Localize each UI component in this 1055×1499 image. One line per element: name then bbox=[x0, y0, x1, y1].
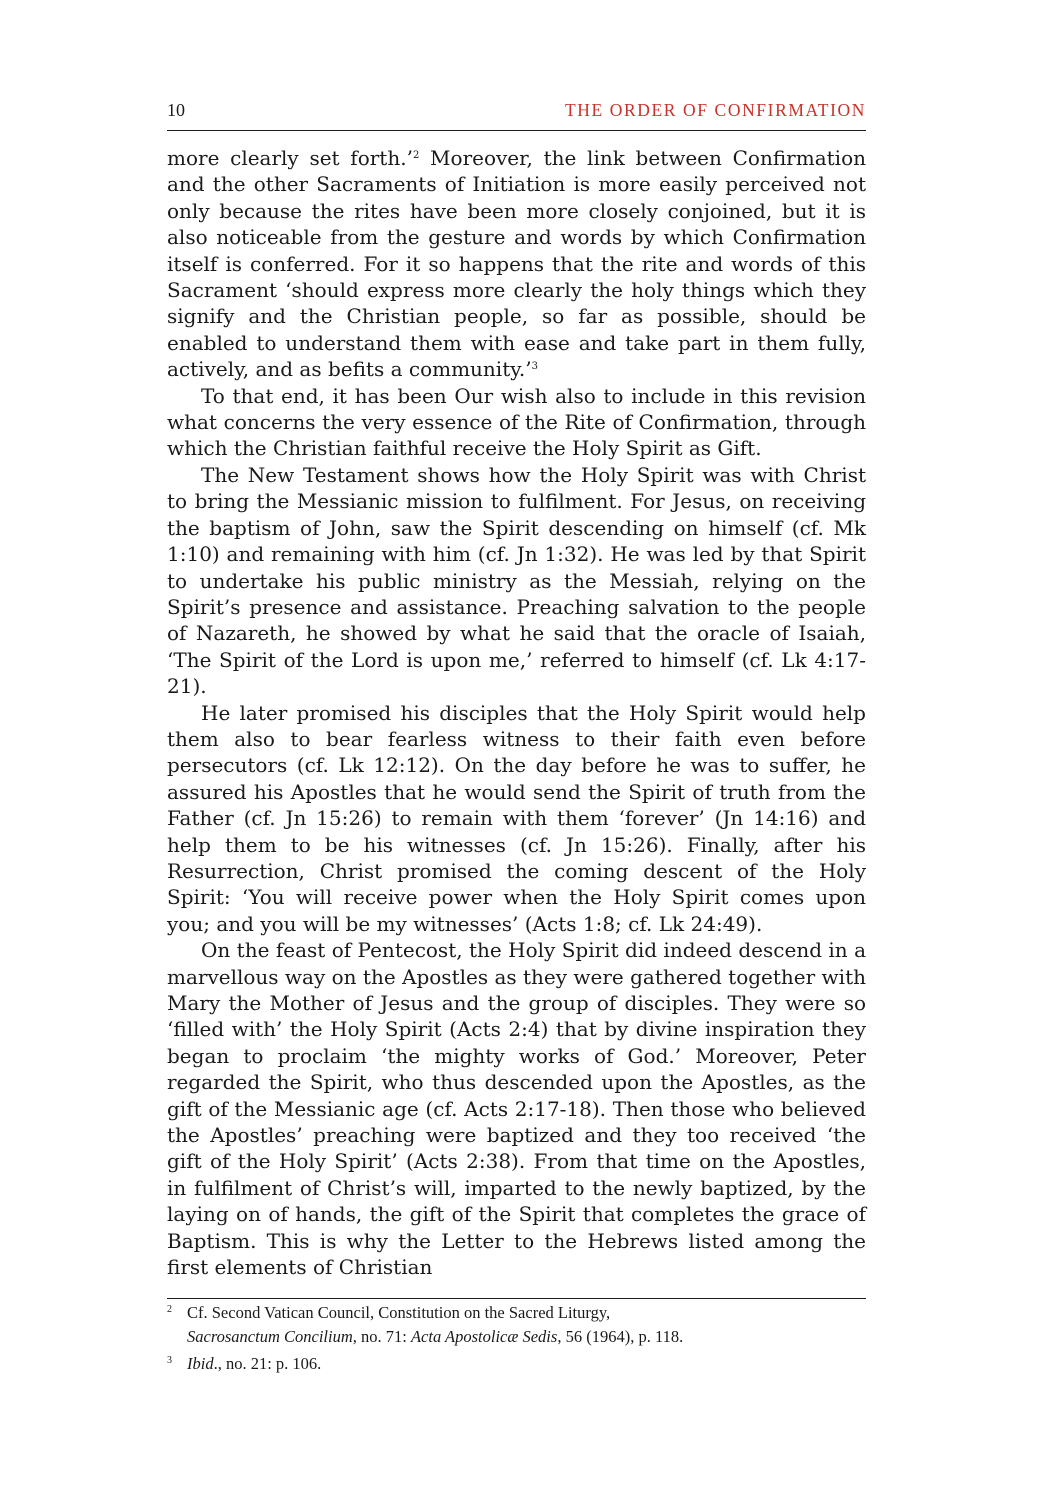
running-header bbox=[167, 100, 866, 131]
running-title: THE ORDER OF CONFIRMATION bbox=[564, 100, 866, 120]
footnote-line: Cf. Second Vatican Council, Constitution on the Sacred Liturgy, bbox=[187, 1303, 611, 1323]
footnotes bbox=[167, 1299, 866, 1376]
footnote-text bbox=[187, 1352, 866, 1376]
paragraph-3: The New Testament shows how the Holy Spirit was with Christ to bring the Messianic mission to fulfilment. For Jesus, on receiving the baptism of John, saw the Spirit descending on himself (cf. Mk 1:10) and remaining with him (cf. Jn 1:32). He was led by that Spirit to undertake his public ministry as the Messiah, relying on the Spirit’s presence and assistance. Preaching salvation to the people of Nazareth, he showed by what he said that the oracle of Isaiah, ‘The Spirit of the Lord is upon me,’ referred to himself (cf. Lk 4:17-21). bbox=[167, 462, 866, 699]
footnote-2 bbox=[167, 1301, 866, 1349]
footnote-title: Sacrosanctum Concilium bbox=[187, 1327, 353, 1347]
paragraph-1-text-a: more clearly set forth.’ bbox=[167, 146, 413, 170]
paragraph-2: To that end, it has been Our wish also to include in this revision what concerns the very essence of the Rite of Confirmation, through which the Christian faithful receive the Holy Spirit as Gift. bbox=[167, 383, 866, 461]
footnote-text-end: ., no. 21: p. 106. bbox=[213, 1354, 322, 1374]
document-page bbox=[167, 100, 866, 1376]
paragraph-1 bbox=[167, 145, 866, 383]
footnote-mark: 2 bbox=[167, 1304, 172, 1316]
footnote-3 bbox=[167, 1352, 866, 1376]
footnote-ibid: Ibid bbox=[187, 1354, 214, 1374]
footnote-ref-2: 2 bbox=[412, 150, 420, 161]
footnote-ref-3: 3 bbox=[531, 361, 538, 373]
footnote-text bbox=[187, 1301, 866, 1349]
footnote-mark: 3 bbox=[167, 1355, 172, 1367]
page-number: 10 bbox=[167, 100, 185, 120]
paragraph-1-text-b: Moreover, the link between Confirmation and the other Sacraments of Initiation is more easily perceived not only because the rites have been more closely conjoined, but it is also noticeable from the gesture and words by which Confirmation itself is conferred. For it so happens that the rite and words of this Sacrament ‘should express more clearly the holy things which they signify and the Christian people, so far as possible, should be enabled to understand them with ease and take part in them fully, actively, and as befits a community.’ bbox=[167, 146, 866, 382]
paragraph-5: On the feast of Pentecost, the Holy Spirit did indeed descend in a marvellous way on the Apostles as they were gathered together with Mary the Mother of Jesus and the group of disciples. They were so ‘filled with’ the Holy Spirit (Acts 2:4) that by divine inspiration they began to proclaim ‘the mighty works of God.’ Moreover, Peter regarded the Spirit, who thus descended upon the Apostles, as the gift of the Messianic age (cf. Acts 2:17-18). Then those who believed the Apostles’ preaching were baptized and they too received ‘the gift of the Holy Spirit’ (Acts 2:38). From that time on the Apostles, in fulfilment of Christ’s will, imparted to the newly baptized, by the laying on of hands, the gift of the Spirit that completes the grace of Baptism. This is why the Letter to the Hebrews listed among the first elements of Christian bbox=[167, 938, 866, 1280]
footnote-text-end: , 56 (1964), p. 118. bbox=[557, 1327, 684, 1347]
footnote-journal: Acta Apostolicæ Sedis bbox=[410, 1327, 558, 1347]
body-text bbox=[167, 145, 866, 1280]
footnote-text-mid: , no. 71: bbox=[352, 1327, 411, 1347]
paragraph-4: He later promised his disciples that the Holy Spirit would help them also to bear fearless witness to their faith even before persecutors (cf. Lk 12:12). On the day before he was to suffer, he assured his Apostles that he would send the Spirit of truth from the Father (cf. Jn 15:26) to remain with them ‘forever’ (Jn 14:16) and help them to be his witnesses (cf. Jn 15:26). Finally, after his Resurrection, Christ promised the coming descent of the Holy Spirit: ‘You will receive power when the Holy Spirit comes upon you; and you will be my witnesses’ (Acts 1:8; cf. Lk 24:49). bbox=[167, 700, 866, 936]
